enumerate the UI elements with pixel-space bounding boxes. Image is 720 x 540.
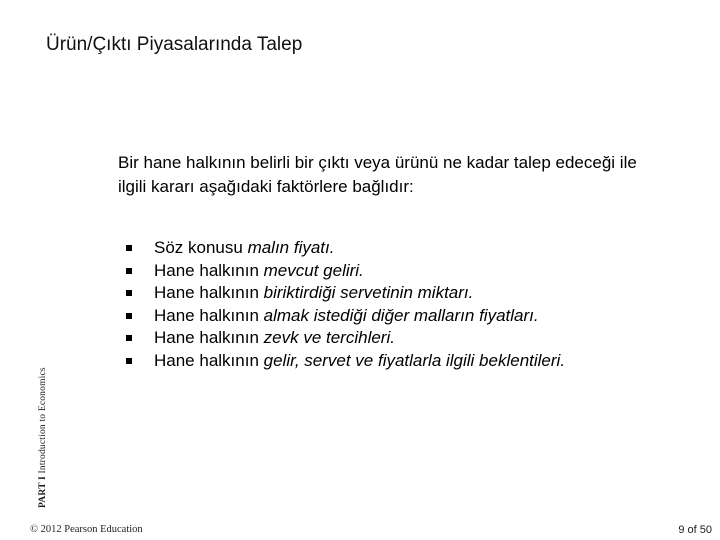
bullet-emphasis: almak istediği diğer malların fiyatları.: [263, 305, 539, 325]
bullet-emphasis: gelir, servet ve fiyatlarla ilgili beklentileri.: [263, 350, 566, 370]
vertical-part-label: [38, 338, 48, 508]
bullet-text: Hane halkının: [154, 350, 264, 370]
list-item: [126, 282, 565, 305]
bullet-text: Hane halkının: [154, 305, 264, 325]
copyright-notice: © 2012 Pearson Education: [30, 524, 143, 535]
slide-title: Ürün/Çıktı Piyasalarında Talep: [46, 34, 303, 55]
bullet-emphasis: malın fiyatı.: [247, 238, 335, 257]
book-title: Introduction to Economics: [38, 367, 48, 474]
square-bullet-icon: [126, 358, 132, 364]
bullet-text: Hane halkının: [154, 328, 264, 347]
bullet-text: Hane halkının: [154, 260, 264, 280]
square-bullet-icon: [126, 290, 132, 296]
factor-list: [126, 237, 565, 372]
part-number: PART I: [38, 476, 48, 508]
list-item: [126, 260, 565, 283]
bullet-emphasis: zevk ve tercihleri.: [263, 328, 395, 347]
list-item: [126, 305, 565, 328]
list-item: [126, 327, 565, 350]
bullet-text: Söz konusu: [154, 238, 248, 257]
square-bullet-icon: [126, 335, 132, 341]
intro-paragraph: Bir hane halkının belirli bir çıktı veya ürünü ne kadar talep edeceği ile ilgili kararı aşağıdaki faktörlere bağlıdır:: [118, 153, 637, 196]
square-bullet-icon: [126, 268, 132, 274]
square-bullet-icon: [126, 245, 132, 251]
page-counter: 9 of 50: [678, 524, 712, 536]
bullet-text: Hane halkının: [154, 283, 264, 302]
list-item: [126, 237, 565, 260]
list-item: [126, 350, 565, 373]
bullet-emphasis: biriktirdiği servetinin miktarı.: [263, 283, 474, 302]
bullet-emphasis: mevcut geliri.: [263, 260, 364, 280]
square-bullet-icon: [126, 313, 132, 319]
